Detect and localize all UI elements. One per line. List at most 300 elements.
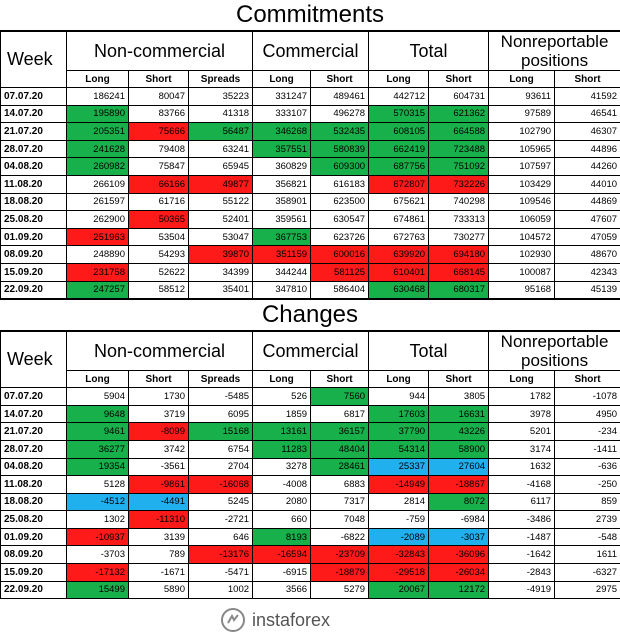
week-cell: 14.07.20 [1, 105, 67, 123]
value-cell: -3561 [129, 458, 189, 476]
value-cell: 687756 [369, 158, 429, 176]
value-cell: -18867 [429, 476, 489, 494]
subheader-spreads: Spreads [189, 71, 253, 88]
value-cell: 5890 [129, 581, 189, 599]
value-cell: 25337 [369, 458, 429, 476]
value-cell: 8072 [429, 493, 489, 511]
value-cell: 639920 [369, 246, 429, 264]
value-cell: -1671 [129, 564, 189, 582]
week-cell: 11.08.20 [1, 175, 67, 193]
subheader-short: Short [555, 371, 620, 388]
value-cell: 359561 [253, 211, 311, 229]
value-cell: 723488 [429, 140, 489, 158]
table-row [1, 405, 620, 423]
subheader-long: Long [253, 371, 311, 388]
value-cell: 623500 [311, 193, 369, 211]
value-cell: 2704 [189, 458, 253, 476]
table-row [1, 440, 620, 458]
value-cell: 109546 [489, 193, 555, 211]
value-cell: 104572 [489, 228, 555, 246]
value-cell: 53504 [129, 228, 189, 246]
table-row [1, 193, 620, 211]
value-cell: -9861 [129, 476, 189, 494]
value-cell: 95168 [489, 281, 555, 299]
value-cell: -4008 [253, 476, 311, 494]
week-cell: 04.08.20 [1, 158, 67, 176]
subheader-spreads: Spreads [189, 371, 253, 388]
value-cell: 674861 [369, 211, 429, 229]
week-cell: 22.09.20 [1, 581, 67, 599]
week-cell: 22.09.20 [1, 281, 67, 299]
value-cell: 102790 [489, 123, 555, 141]
value-cell: 680317 [429, 281, 489, 299]
week-header: Week [1, 332, 67, 388]
value-cell: 46541 [555, 105, 620, 123]
week-cell: 01.09.20 [1, 228, 67, 246]
week-cell: 07.07.20 [1, 388, 67, 406]
value-cell: 6754 [189, 440, 253, 458]
value-cell: 672763 [369, 228, 429, 246]
week-cell: 15.09.20 [1, 263, 67, 281]
value-cell: 260982 [67, 158, 129, 176]
value-cell: 44260 [555, 158, 620, 176]
value-cell: 730277 [429, 228, 489, 246]
nonreportable-header-line1: Nonreportable [500, 332, 609, 352]
value-cell: 5245 [189, 493, 253, 511]
value-cell: 789 [129, 546, 189, 564]
watermark-text: instaforex [252, 609, 331, 630]
value-cell: 630547 [311, 211, 369, 229]
value-cell: 39870 [189, 246, 253, 264]
value-cell: 47607 [555, 211, 620, 229]
value-cell: 347810 [253, 281, 311, 299]
value-cell: -2721 [189, 511, 253, 529]
value-cell: 9648 [67, 405, 129, 423]
week-cell: 04.08.20 [1, 458, 67, 476]
value-cell: 93611 [489, 88, 555, 106]
value-cell: 52622 [129, 263, 189, 281]
value-cell: 65945 [189, 158, 253, 176]
value-cell: -10937 [67, 528, 129, 546]
table-row [1, 458, 620, 476]
value-cell: 53047 [189, 228, 253, 246]
value-cell: 83766 [129, 105, 189, 123]
value-cell: 7317 [311, 493, 369, 511]
value-cell: -26034 [429, 564, 489, 582]
value-cell: 15168 [189, 423, 253, 441]
value-cell: 6883 [311, 476, 369, 494]
value-cell: 740298 [429, 193, 489, 211]
value-cell: 331247 [253, 88, 311, 106]
value-cell: 733313 [429, 211, 489, 229]
value-cell: 54293 [129, 246, 189, 264]
value-cell: 358901 [253, 193, 311, 211]
value-cell: 608105 [369, 123, 429, 141]
value-cell: 3278 [253, 458, 311, 476]
value-cell: 103429 [489, 175, 555, 193]
nonreportable-header-line2: positions [520, 51, 589, 70]
value-cell: 2739 [555, 511, 620, 529]
value-cell: -3703 [67, 546, 129, 564]
week-cell: 18.08.20 [1, 493, 67, 511]
value-cell: -234 [555, 423, 620, 441]
value-cell: 63241 [189, 140, 253, 158]
table-row [1, 228, 620, 246]
value-cell: 34399 [189, 263, 253, 281]
value-cell: 1611 [555, 546, 620, 564]
table-row [1, 564, 620, 582]
value-cell: 2975 [555, 581, 620, 599]
value-cell: -17132 [67, 564, 129, 582]
commercial-header: Commercial [253, 332, 369, 371]
value-cell: 623726 [311, 228, 369, 246]
value-cell: 106059 [489, 211, 555, 229]
nonreportable-header [489, 32, 620, 71]
value-cell: 5904 [67, 388, 129, 406]
subheader-short: Short [311, 371, 369, 388]
value-cell: 231758 [67, 263, 129, 281]
value-cell: 35401 [189, 281, 253, 299]
value-cell: -18879 [311, 564, 369, 582]
value-cell: -2089 [369, 528, 429, 546]
value-cell: 732226 [429, 175, 489, 193]
table-row [1, 511, 620, 529]
value-cell: -1487 [489, 528, 555, 546]
value-cell: 1859 [253, 405, 311, 423]
value-cell: 367753 [253, 228, 311, 246]
week-cell: 25.08.20 [1, 511, 67, 529]
value-cell: -5485 [189, 388, 253, 406]
week-cell: 21.07.20 [1, 423, 67, 441]
value-cell: 261597 [67, 193, 129, 211]
commercial-header: Commercial [253, 32, 369, 71]
value-cell: 3566 [253, 581, 311, 599]
value-cell: 27604 [429, 458, 489, 476]
value-cell: 48404 [311, 440, 369, 458]
value-cell: -636 [555, 458, 620, 476]
value-cell: 580839 [311, 140, 369, 158]
value-cell: 20067 [369, 581, 429, 599]
value-cell: 36277 [67, 440, 129, 458]
value-cell: 105965 [489, 140, 555, 158]
value-cell: 13161 [253, 423, 311, 441]
value-cell: -5471 [189, 564, 253, 582]
value-cell: 660 [253, 511, 311, 529]
value-cell: -11310 [129, 511, 189, 529]
subheader-short: Short [311, 71, 369, 88]
value-cell: 859 [555, 493, 620, 511]
value-cell: 66166 [129, 175, 189, 193]
value-cell: 9461 [67, 423, 129, 441]
value-cell: 75666 [129, 123, 189, 141]
value-cell: 107597 [489, 158, 555, 176]
table-row [1, 528, 620, 546]
value-cell: 46307 [555, 123, 620, 141]
value-cell: 2080 [253, 493, 311, 511]
table-row [1, 105, 620, 123]
week-cell: 08.09.20 [1, 246, 67, 264]
value-cell: 694180 [429, 246, 489, 264]
value-cell: 42343 [555, 263, 620, 281]
subheader-short: Short [129, 371, 189, 388]
value-cell: 1730 [129, 388, 189, 406]
noncommercial-header: Non-commercial [67, 32, 253, 71]
table-row [1, 123, 620, 141]
value-cell: 19354 [67, 458, 129, 476]
value-cell: 7560 [311, 388, 369, 406]
value-cell: 3719 [129, 405, 189, 423]
value-cell: 248890 [67, 246, 129, 264]
week-cell: 08.09.20 [1, 546, 67, 564]
value-cell: -1642 [489, 546, 555, 564]
value-cell: 1632 [489, 458, 555, 476]
week-cell: 18.08.20 [1, 193, 67, 211]
value-cell: 4950 [555, 405, 620, 423]
subheader-long: Long [489, 371, 555, 388]
value-cell: 262900 [67, 211, 129, 229]
subheader-long: Long [369, 71, 429, 88]
value-cell: 586404 [311, 281, 369, 299]
value-cell: 346268 [253, 123, 311, 141]
week-cell: 28.07.20 [1, 140, 67, 158]
value-cell: 616183 [311, 175, 369, 193]
value-cell: 344244 [253, 263, 311, 281]
value-cell: -8099 [129, 423, 189, 441]
table-row [1, 581, 620, 599]
instaforex-watermark [214, 603, 418, 637]
value-cell: -4491 [129, 493, 189, 511]
subheader-long: Long [489, 71, 555, 88]
week-cell: 21.07.20 [1, 123, 67, 141]
value-cell: -36096 [429, 546, 489, 564]
value-cell: 54314 [369, 440, 429, 458]
value-cell: -1078 [555, 388, 620, 406]
value-cell: 604731 [429, 88, 489, 106]
value-cell: 496278 [311, 105, 369, 123]
value-cell: -3037 [429, 528, 489, 546]
subheader-long: Long [369, 371, 429, 388]
value-cell: 351159 [253, 246, 311, 264]
noncommercial-header: Non-commercial [67, 332, 253, 371]
table-row [1, 281, 620, 299]
table-row [1, 493, 620, 511]
value-cell: 79408 [129, 140, 189, 158]
value-cell: -32843 [369, 546, 429, 564]
value-cell: 35223 [189, 88, 253, 106]
value-cell: -4919 [489, 581, 555, 599]
value-cell: -14949 [369, 476, 429, 494]
value-cell: 58512 [129, 281, 189, 299]
value-cell: 37790 [369, 423, 429, 441]
value-cell: 600016 [311, 246, 369, 264]
value-cell: -6822 [311, 528, 369, 546]
value-cell: -6327 [555, 564, 620, 582]
value-cell: 8193 [253, 528, 311, 546]
value-cell: 581125 [311, 263, 369, 281]
commitments-title: Commitments [0, 0, 620, 31]
value-cell: -759 [369, 511, 429, 529]
value-cell: 356821 [253, 175, 311, 193]
value-cell: 360829 [253, 158, 311, 176]
value-cell: 6117 [489, 493, 555, 511]
table-row [1, 476, 620, 494]
value-cell: 944 [369, 388, 429, 406]
value-cell: 675621 [369, 193, 429, 211]
value-cell: 532435 [311, 123, 369, 141]
week-cell: 25.08.20 [1, 211, 67, 229]
value-cell: 2814 [369, 493, 429, 511]
value-cell: -250 [555, 476, 620, 494]
value-cell: 75847 [129, 158, 189, 176]
value-cell: 44896 [555, 140, 620, 158]
value-cell: 3139 [129, 528, 189, 546]
value-cell: -29518 [369, 564, 429, 582]
value-cell: 442712 [369, 88, 429, 106]
value-cell: 7048 [311, 511, 369, 529]
total-header: Total [369, 332, 489, 371]
value-cell: 333107 [253, 105, 311, 123]
value-cell: 247257 [67, 281, 129, 299]
value-cell: 41318 [189, 105, 253, 123]
table-row [1, 175, 620, 193]
commitments-section [0, 0, 620, 299]
value-cell: 266109 [67, 175, 129, 193]
value-cell: -2843 [489, 564, 555, 582]
value-cell: 6817 [311, 405, 369, 423]
value-cell: 672807 [369, 175, 429, 193]
value-cell: 12172 [429, 581, 489, 599]
value-cell: 61716 [129, 193, 189, 211]
table-row [1, 423, 620, 441]
table-row [1, 546, 620, 564]
value-cell: -4168 [489, 476, 555, 494]
value-cell: 3805 [429, 388, 489, 406]
value-cell: 49877 [189, 175, 253, 193]
changes-section [0, 299, 620, 599]
value-cell: 80047 [129, 88, 189, 106]
value-cell: -548 [555, 528, 620, 546]
changes-title: Changes [0, 299, 620, 331]
table-row [1, 88, 620, 106]
table-row [1, 140, 620, 158]
value-cell: 3978 [489, 405, 555, 423]
value-cell: 610401 [369, 263, 429, 281]
value-cell: 52401 [189, 211, 253, 229]
value-cell: 6095 [189, 405, 253, 423]
subheader-long: Long [253, 71, 311, 88]
value-cell: 41592 [555, 88, 620, 106]
subheader-short: Short [429, 371, 489, 388]
week-cell: 15.09.20 [1, 564, 67, 582]
week-cell: 07.07.20 [1, 88, 67, 106]
value-cell: 3174 [489, 440, 555, 458]
value-cell: 36157 [311, 423, 369, 441]
value-cell: -6915 [253, 564, 311, 582]
week-cell: 01.09.20 [1, 528, 67, 546]
table-row [1, 158, 620, 176]
value-cell: 751092 [429, 158, 489, 176]
value-cell: -16594 [253, 546, 311, 564]
subheader-short: Short [129, 71, 189, 88]
value-cell: -23709 [311, 546, 369, 564]
nonreportable-header-line2: positions [520, 351, 589, 371]
value-cell: 646 [189, 528, 253, 546]
value-cell: 1002 [189, 581, 253, 599]
value-cell: 662419 [369, 140, 429, 158]
value-cell: 621362 [429, 105, 489, 123]
value-cell: 664588 [429, 123, 489, 141]
value-cell: 16631 [429, 405, 489, 423]
value-cell: 205351 [67, 123, 129, 141]
value-cell: -6984 [429, 511, 489, 529]
subheader-short: Short [555, 71, 620, 88]
changes-table [0, 331, 620, 599]
value-cell: 609300 [311, 158, 369, 176]
value-cell: 100087 [489, 263, 555, 281]
value-cell: 43226 [429, 423, 489, 441]
value-cell: 251963 [67, 228, 129, 246]
value-cell: 44869 [555, 193, 620, 211]
value-cell: 48670 [555, 246, 620, 264]
value-cell: 56487 [189, 123, 253, 141]
subheader-long: Long [67, 371, 129, 388]
value-cell: -13176 [189, 546, 253, 564]
subheader-long: Long [67, 71, 129, 88]
value-cell: 1302 [67, 511, 129, 529]
value-cell: 44010 [555, 175, 620, 193]
value-cell: 28461 [311, 458, 369, 476]
value-cell: 5128 [67, 476, 129, 494]
nonreportable-header [489, 332, 620, 371]
value-cell: 3742 [129, 440, 189, 458]
value-cell: 45139 [555, 281, 620, 299]
value-cell: 241628 [67, 140, 129, 158]
value-cell: 668145 [429, 263, 489, 281]
value-cell: 5201 [489, 423, 555, 441]
total-header: Total [369, 32, 489, 71]
value-cell: -3486 [489, 511, 555, 529]
value-cell: -16068 [189, 476, 253, 494]
table-row [1, 246, 620, 264]
value-cell: 5279 [311, 581, 369, 599]
value-cell: 102930 [489, 246, 555, 264]
week-header: Week [1, 32, 67, 88]
subheader-short: Short [429, 71, 489, 88]
week-cell: 28.07.20 [1, 440, 67, 458]
value-cell: 15499 [67, 581, 129, 599]
instaforex-logo-icon [220, 607, 246, 633]
table-row [1, 388, 620, 406]
commitments-table [0, 31, 620, 299]
nonreportable-header-line1: Nonreportable [500, 32, 609, 51]
value-cell: 47059 [555, 228, 620, 246]
value-cell: 50365 [129, 211, 189, 229]
value-cell: -1411 [555, 440, 620, 458]
value-cell: 17603 [369, 405, 429, 423]
value-cell: 526 [253, 388, 311, 406]
value-cell: 97589 [489, 105, 555, 123]
value-cell: 357551 [253, 140, 311, 158]
value-cell: 186241 [67, 88, 129, 106]
value-cell: 630468 [369, 281, 429, 299]
value-cell: 570315 [369, 105, 429, 123]
value-cell: 11283 [253, 440, 311, 458]
value-cell: 58900 [429, 440, 489, 458]
value-cell: 489461 [311, 88, 369, 106]
table-row [1, 211, 620, 229]
value-cell: 1782 [489, 388, 555, 406]
week-cell: 14.07.20 [1, 405, 67, 423]
